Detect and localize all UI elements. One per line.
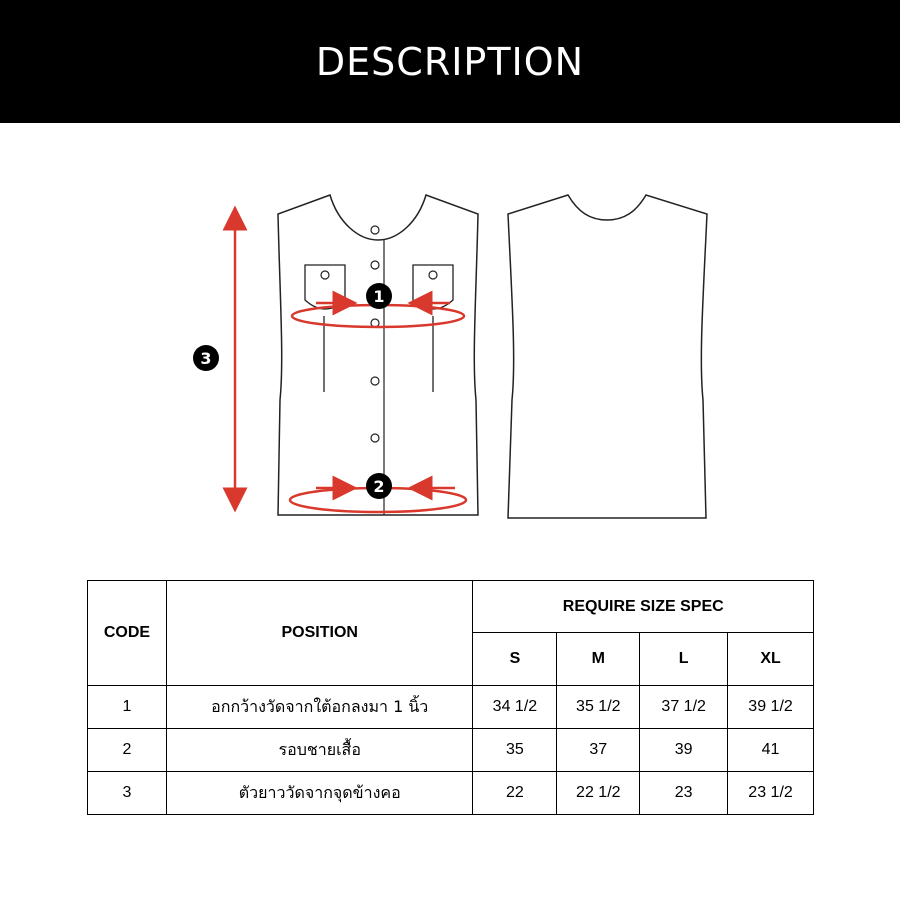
header-code: CODE (88, 581, 167, 686)
header-size-l: L (640, 633, 728, 686)
table-row (88, 686, 814, 729)
cell-xl: 39 1/2 (728, 686, 814, 729)
size-spec-table (87, 580, 814, 815)
cell-m: 37 (557, 729, 640, 772)
cell-m: 22 1/2 (557, 772, 640, 815)
cell-m: 35 1/2 (557, 686, 640, 729)
button (371, 226, 379, 234)
header-size-m: M (557, 633, 640, 686)
cell-l: 23 (640, 772, 728, 815)
front-vest-outline (278, 195, 478, 515)
row-code: 2 (88, 729, 167, 772)
row-position: รอบชายเสื้อ (166, 729, 473, 772)
pocket-button (321, 271, 329, 279)
pocket-button (429, 271, 437, 279)
button (371, 434, 379, 442)
header-size-xl: XL (728, 633, 814, 686)
header-bar (0, 0, 900, 123)
garment-illustration (0, 123, 900, 553)
row-position: อกกว้างวัดจากใต้อกลงมา 1 นิ้ว (166, 686, 473, 729)
cell-xl: 23 1/2 (728, 772, 814, 815)
table-row (88, 729, 814, 772)
header-require-size-spec: REQUIRE SIZE SPEC (473, 581, 814, 633)
button (371, 377, 379, 385)
row-position: ตัวยาววัดจากจุดข้างคอ (166, 772, 473, 815)
cell-l: 37 1/2 (640, 686, 728, 729)
garment-diagram (0, 123, 900, 553)
cell-s: 34 1/2 (473, 686, 557, 729)
cell-l: 39 (640, 729, 728, 772)
cell-s: 22 (473, 772, 557, 815)
cell-s: 35 (473, 729, 557, 772)
header-size-s: S (473, 633, 557, 686)
row-code: 3 (88, 772, 167, 815)
header-position: POSITION (166, 581, 473, 686)
page-title: DESCRIPTION (315, 39, 585, 84)
marker-1: 1 (366, 283, 392, 309)
marker-3: 3 (193, 345, 219, 371)
marker-2: 2 (366, 473, 392, 499)
button (371, 261, 379, 269)
table-row (88, 772, 814, 815)
back-vest-outline (508, 195, 707, 518)
row-code: 1 (88, 686, 167, 729)
cell-xl: 41 (728, 729, 814, 772)
